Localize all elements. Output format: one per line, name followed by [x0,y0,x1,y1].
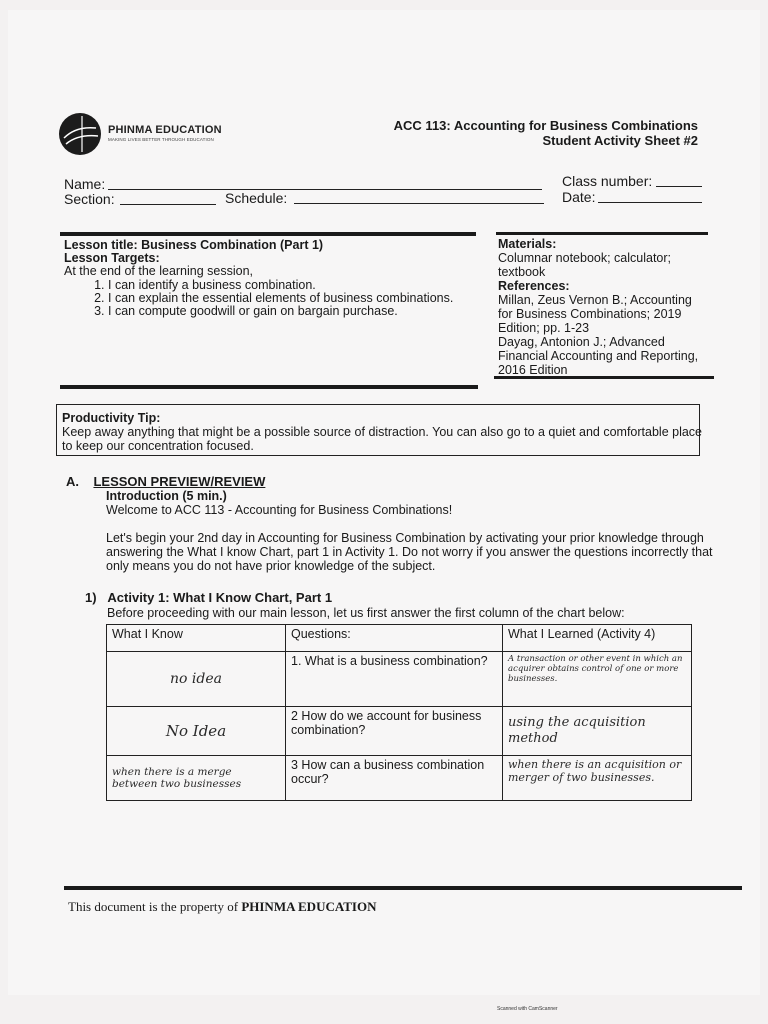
table-row [107,707,692,756]
name-label: Name: [64,176,106,192]
reference-item: Millan, Zeus Vernon B.; Accounting for Business Combinations; 2019 Edition; pp. 1-23 [498,293,692,335]
lesson-target: 3. I can compute goodwill or gain on bargain purchase. [108,305,484,318]
learned-cell[interactable] [503,756,692,801]
lesson-title: Lesson title: Business Combination (Part 1) [64,238,324,252]
materials-text: Columnar notebook; calculator; textbook [498,251,672,279]
know-cell[interactable] [107,652,286,707]
course-header [394,118,698,148]
handwritten-answer: No Idea [165,721,227,740]
course-title: ACC 113: Accounting for Business Combinations [393,118,698,133]
lesson-target: 1. I can identify a business combination. [108,279,484,292]
materials-label: Materials: [498,237,557,251]
know-cell[interactable] [107,707,286,756]
lesson-target: 2. I can explain the essential elements of business combinations. [108,292,484,305]
productivity-tip [62,411,702,453]
footer-owner: PHINMA EDUCATION [241,899,377,914]
activity-number: 1) [85,590,97,605]
scanner-watermark: Scanned with CamScanner [497,1006,558,1012]
section-heading [66,474,265,489]
phinma-logo-icon [58,112,102,156]
section-letter: A. [66,474,79,489]
divider-left-bottom [60,385,478,389]
sheet-title: Student Activity Sheet #2 [542,133,698,148]
handwritten-answer: using the acquisition method [508,715,646,746]
intro-welcome: Welcome to ACC 113 - Accounting for Business Combinations! [106,503,453,517]
question-cell: 2 How do we account for business combination? [286,707,503,756]
divider-left-top [60,232,476,236]
lesson-targets-list [64,279,484,319]
lesson-block [64,239,484,318]
reference-item: Dayag, Antonion J.; Advanced Financial Accounting and Reporting, 2016 Edition [498,335,699,377]
handwritten-answer: when there is an acquisition or merger of two businesses. [508,758,682,784]
lesson-targets-label: Lesson Targets: [64,251,160,266]
materials-block [498,237,708,377]
intro-label: Introduction (5 min.) [106,489,227,503]
handwritten-answer: no idea [170,671,222,687]
date-field[interactable] [598,202,702,203]
footer-prefix: This document is the property of [68,899,239,914]
date-label: Date: [562,189,596,205]
footer-notice [68,899,377,915]
footer-divider [64,886,742,890]
activity-title: Activity 1: What I Know Chart, Part 1 [107,590,333,605]
activity-heading [85,590,332,605]
tip-text: Keep away anything that might be a possible source of distraction. You can also go to a quiet and comfortable place to keep our concentration focused. [62,425,702,453]
references-label: References: [498,279,570,293]
header-what-i-learned: What I Learned (Activity 4) [503,625,692,652]
know-cell[interactable] [107,756,286,801]
header-what-i-know: What I Know [107,625,286,652]
brand-name: PHINMA EDUCATION [108,124,222,136]
section-field[interactable] [120,204,216,205]
question-cell: 1. What is a business combination? [286,652,503,707]
table-row [107,652,692,707]
learned-cell[interactable] [503,707,692,756]
header-questions: Questions: [286,625,503,652]
lesson-intro: At the end of the learning session, [64,264,254,279]
schedule-label: Schedule: [225,190,288,206]
intro-block [106,489,716,573]
intro-paragraph: Let's begin your 2nd day in Accounting for Business Combination by activating your prior knowledge through answering the What I know Chart, part 1 in Activity 1. Do not worry if you answer the questions incorrectly that only means you do not have prior knowledge of the subject. [106,531,713,573]
handwritten-answer: A transaction or other event in which an acquirer obtains control of one or more businesses. [508,654,683,684]
activity-description: Before proceeding with our main lesson, let us first answer the first column of the chart below: [107,606,625,620]
section-label: Section: [64,191,115,207]
learned-cell[interactable] [503,652,692,707]
section-title: LESSON PREVIEW/REVIEW [93,474,266,489]
divider-right-top [496,232,708,235]
class-number-field[interactable] [656,186,702,187]
name-field[interactable] [108,189,542,190]
chart-header-row [107,625,692,652]
table-row [107,756,692,801]
class-number-label: Class number: [562,173,653,189]
handwritten-answer: when there is a merge between two businesses [112,766,242,790]
question-cell: 3 How can a business combination occur? [286,756,503,801]
what-i-know-chart [106,624,692,801]
tip-label: Productivity Tip: [62,411,161,425]
brand-tagline: MAKING LIVES BETTER THROUGH EDUCATION [108,137,214,142]
schedule-field[interactable] [294,203,544,204]
